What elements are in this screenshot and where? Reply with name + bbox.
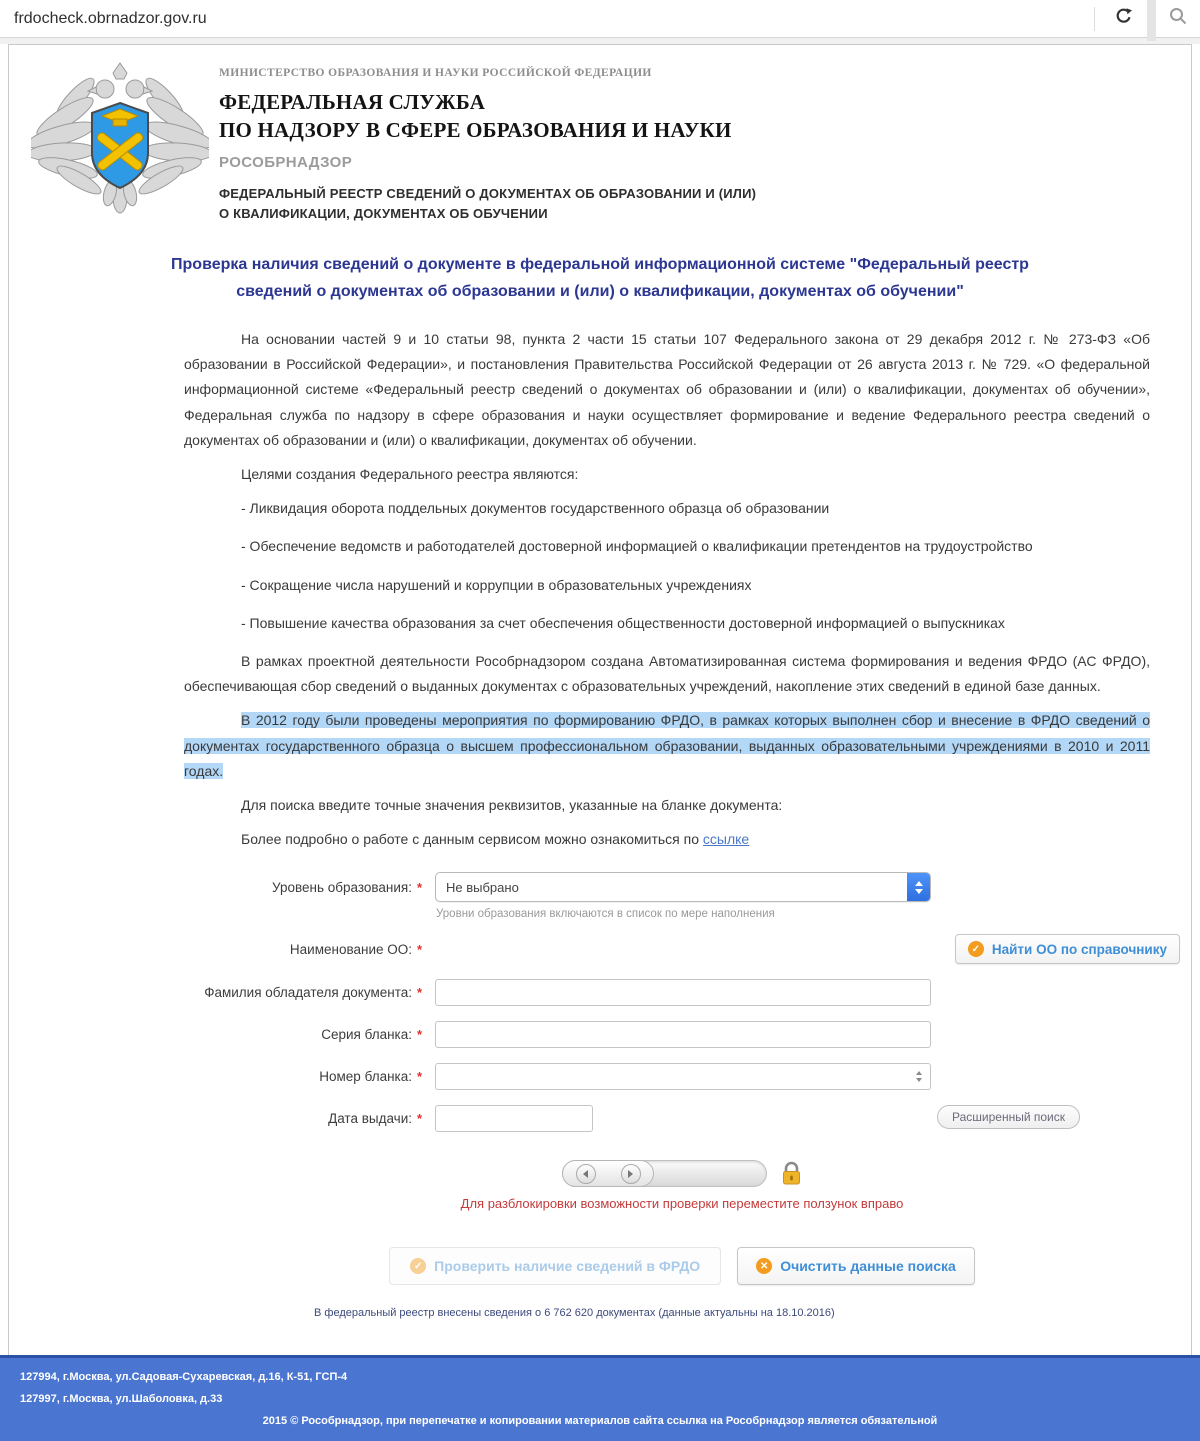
series-label: Серия бланка: — [321, 1027, 412, 1043]
paragraph-goals-intro: Целями создания Федерального реестра являются: — [241, 466, 579, 482]
issue-date-row — [184, 1105, 1180, 1132]
footer-copyright: 2015 © Рособрнадзор, при перепечатке и копировании материалов сайта ссылка на Рособрнадзор является обязательной — [262, 1415, 938, 1427]
ministry-name: МИНИСТЕРСТВО ОБРАЗОВАНИЯ И НАУКИ РОССИЙСКОЙ ФЕДЕРАЦИИ — [219, 67, 652, 79]
close-circle-icon: ✕ — [756, 1258, 772, 1274]
paragraph-as-frdo: В рамках проектной деятельности Рособрнадзором создана Автоматизированная система формирования и ведения ФРДО (АС ФРДО), обеспечивающая сбор сведений о выданных документах с образовательных учреждений, накопление этих сведений в единой базе данных. — [184, 652, 1150, 695]
number-spinner-icon[interactable] — [912, 1067, 926, 1086]
required-asterisk: * — [417, 941, 423, 957]
required-asterisk: * — [417, 879, 423, 895]
goal-item: - Ликвидация оборота поддельных документов государственного образца об образовании — [241, 500, 830, 517]
site-header — [9, 59, 1191, 225]
check-frdo-button[interactable] — [389, 1247, 721, 1285]
browser-address-bar — [0, 0, 1200, 38]
reload-icon — [1114, 6, 1134, 31]
header-text-block — [219, 59, 756, 225]
goal-item: - Обеспечение ведомств и работодателей достоверной информацией о квалификации претендентов на трудоустройство — [241, 538, 1033, 555]
unlock-slider-zone — [184, 1160, 1180, 1187]
slider-right-knob[interactable] — [621, 1164, 641, 1184]
search-instruction: Для поиска введите точные значения реквизитов, указанные на бланке документа: — [241, 796, 783, 813]
number-row — [184, 1063, 1180, 1090]
required-asterisk: * — [417, 1027, 423, 1043]
more-info-line — [184, 827, 1150, 852]
education-level-value: Не выбрано — [446, 879, 519, 895]
browser-search-button[interactable] — [1156, 2, 1200, 36]
registry-name — [219, 184, 756, 226]
toolbar-separator — [1147, 0, 1156, 41]
surname-label: Фамилия обладателя документа: — [204, 985, 412, 1001]
page-title: Проверка наличия сведений о документе в федеральной информационной системе "Федеральный реестр сведений о документах об образовании и (или) о квалификации, документах об обучении" — [171, 256, 1029, 300]
goal-item: - Сокращение числа нарушений и коррупции в образовательных учреждениях — [241, 576, 752, 593]
left-arrow-icon — [583, 1170, 588, 1178]
unlock-slider-track[interactable] — [562, 1160, 767, 1187]
issue-date-label: Дата выдачи: — [328, 1111, 412, 1127]
goal-item: - Повышение качества образования за счет обеспечения общественности достоверной информацией о выпускниках — [241, 614, 1005, 631]
organization-row — [184, 934, 1180, 964]
form-actions — [184, 1247, 1180, 1285]
issue-date-input[interactable] — [435, 1105, 593, 1132]
more-info-text: Более подробно о работе с данным сервисом можно ознакомиться по — [241, 831, 703, 848]
select-stepper-icon — [907, 873, 930, 901]
organization-label: Наименование ОО: — [289, 941, 412, 957]
registry-stats: В федеральный реестр внесены сведения о 6 762 620 документах (данные актуальны на 18.10.2016) — [314, 1307, 835, 1320]
paragraph-2012-highlighted — [184, 708, 1150, 784]
series-row — [184, 1021, 1180, 1048]
education-level-label: Уровень образования: — [272, 879, 412, 895]
clear-search-button[interactable] — [737, 1247, 975, 1285]
find-organization-button[interactable] — [955, 934, 1180, 964]
education-level-hint: Уровни образования включаются в список по мере наполнения — [436, 908, 775, 921]
footer-address-2: 127997, г.Москва, ул.Шаболовка, д.33 — [20, 1393, 223, 1405]
required-asterisk: * — [417, 985, 423, 1001]
footer-address-1: 127994, г.Москва, ул.Садовая-Сухаревская, д.16, К-51, ГСП-4 — [20, 1371, 348, 1383]
required-asterisk: * — [417, 1111, 423, 1127]
slider-left-knob[interactable] — [576, 1164, 596, 1184]
check-circle-icon: ✓ — [410, 1258, 426, 1274]
lock-icon — [781, 1161, 802, 1186]
intro-text — [184, 327, 1150, 852]
number-input[interactable] — [435, 1063, 931, 1090]
education-level-row — [184, 872, 1180, 902]
rosobrnadzor-emblem-logo — [31, 59, 209, 217]
series-input[interactable] — [435, 1021, 931, 1048]
search-form — [184, 872, 1180, 1319]
service-name-line2: ПО НАДЗОРУ В СФЕРЕ ОБРАЗОВАНИЯ И НАУКИ — [219, 118, 732, 143]
check-circle-icon: ✓ — [968, 941, 984, 957]
more-info-link[interactable]: ссылке — [702, 831, 750, 848]
reload-button[interactable] — [1107, 2, 1141, 36]
clear-search-label: Очистить данные поиска — [780, 1258, 956, 1275]
unlock-slider-handle[interactable] — [562, 1160, 654, 1187]
unlock-instruction: Для разблокировки возможности проверки переместите ползунок вправо — [460, 1196, 904, 1212]
url-input[interactable]: frdocheck.obrnadzor.gov.ru — [14, 9, 207, 27]
site-footer — [0, 1355, 1200, 1441]
service-name-line1: ФЕДЕРАЛЬНАЯ СЛУЖБА — [219, 90, 486, 114]
find-organization-label: Найти ОО по справочнику — [991, 941, 1167, 957]
right-arrow-icon — [628, 1170, 633, 1178]
registry-name-line2: О КВАЛИФИКАЦИИ, ДОКУМЕНТАХ ОБ ОБУЧЕНИИ — [219, 206, 548, 222]
number-field — [435, 1063, 931, 1090]
number-label: Номер бланка: — [319, 1069, 412, 1085]
check-frdo-label: Проверить наличие сведений в ФРДО — [434, 1258, 701, 1275]
short-name: РОСОБРНАДЗОР — [219, 153, 353, 171]
toolbar-divider — [1094, 7, 1095, 31]
surname-row — [184, 979, 1180, 1006]
selected-text: В 2012 году были проведены мероприятия по формированию ФРДО, в рамках которых выполнен сбор и внесение в ФРДО сведений о документах государственного образца о высшем профессиональном образовании, выданных образовательными учреждениями в 2010 и 2011 годах. — [184, 712, 1150, 779]
paragraph-legal-basis: На основании частей 9 и 10 статьи 98, пункта 2 части 15 статьи 107 Федерального закона от 29 декабря 2012 г. № 273-ФЗ «Об образовании в Российской Федерации», и постановления Правительства Российской Федерации от 26 августа 2013 г. № 729. «О федеральной информационной системе «Федеральный реестр сведений о документах об образовании и (или) о квалификации, документах об обучении», Федеральная служба по надзору в сфере образования и науки осуществляет формирование и ведение Федерального реестра сведений о документах об образовании и (или) о квалификации, документах об обучении. — [184, 331, 1150, 448]
page-content — [8, 44, 1192, 1355]
advanced-search-button[interactable]: Расширенный поиск — [937, 1105, 1080, 1129]
registry-name-line1: ФЕДЕРАЛЬНЫЙ РЕЕСТР СВЕДЕНИЙ О ДОКУМЕНТАХ ОБ ОБРАЗОВАНИИ И (ИЛИ) — [219, 185, 757, 201]
service-name — [219, 88, 756, 145]
education-level-select[interactable] — [435, 872, 931, 902]
required-asterisk: * — [417, 1069, 423, 1085]
search-icon — [1168, 6, 1188, 31]
surname-input[interactable] — [435, 979, 931, 1006]
